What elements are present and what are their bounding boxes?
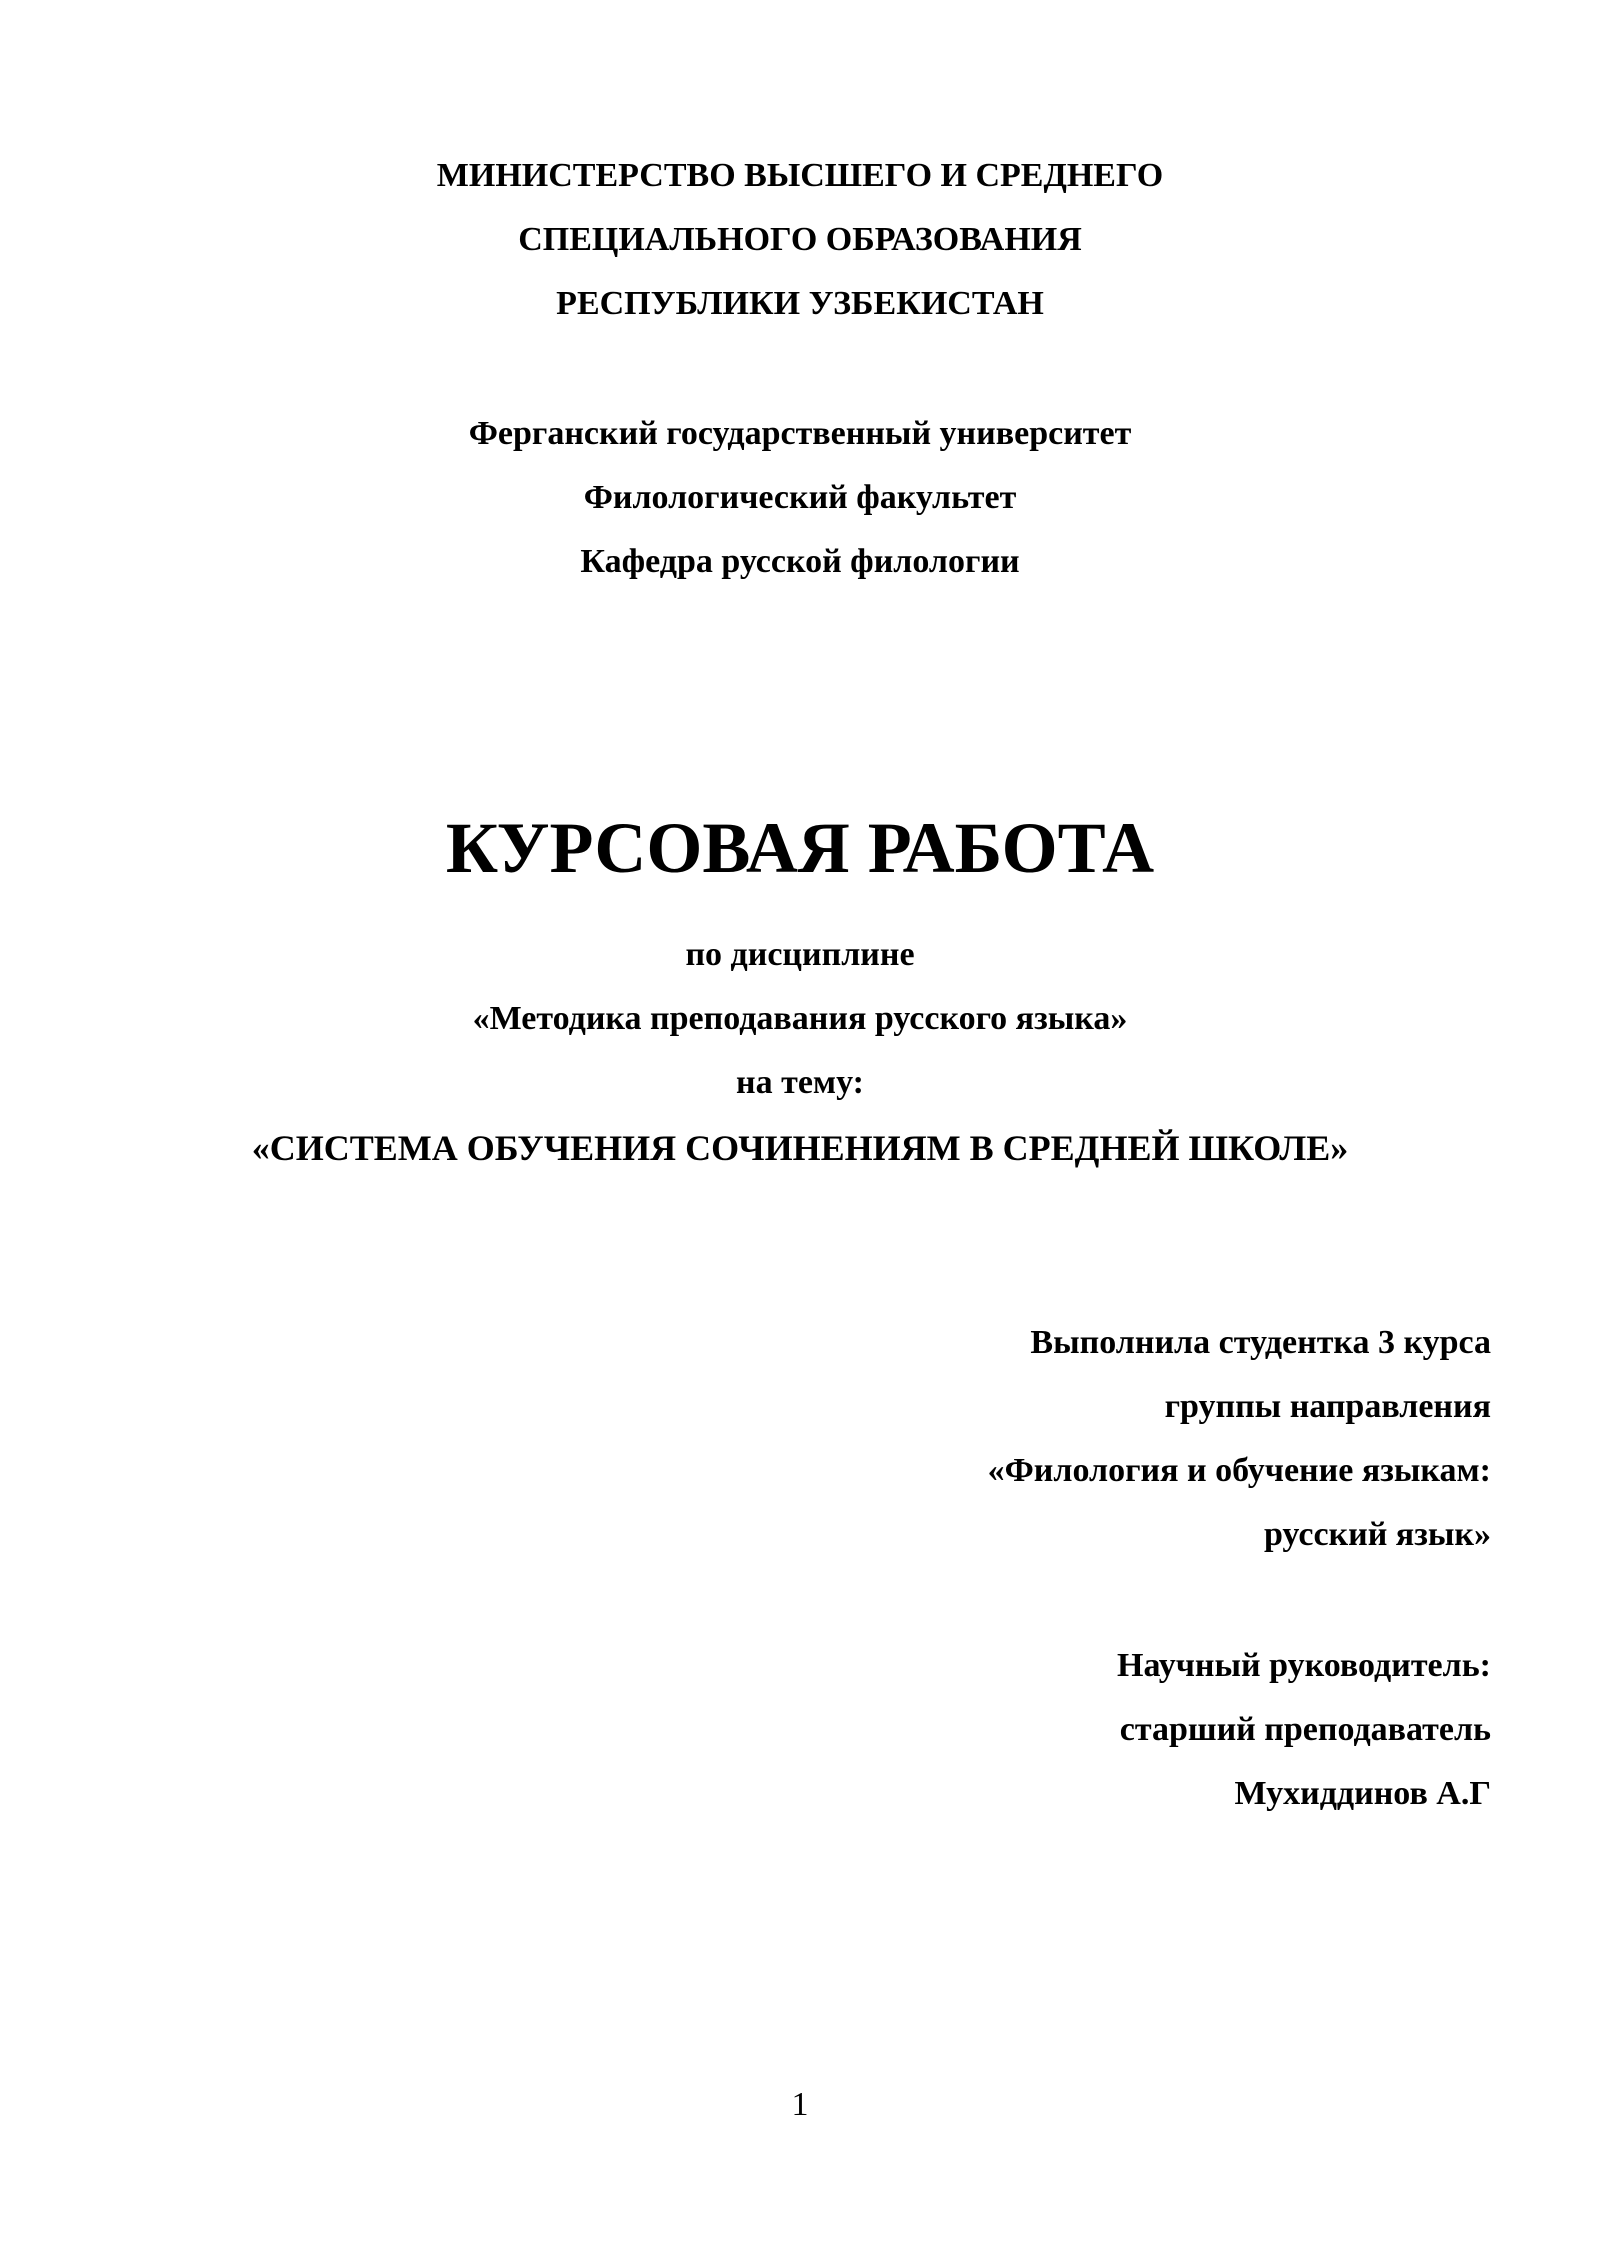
topic-title: «СИСТЕМА ОБУЧЕНИЯ СОЧИНЕНИЯМ В СРЕДНЕЙ ШКОЛЕ» — [251, 1128, 1349, 1168]
department-name: Кафедра русской филологии — [580, 543, 1020, 580]
ministry-line-2: СПЕЦИАЛЬНОГО ОБРАЗОВАНИЯ — [518, 221, 1082, 258]
ministry-line-3: РЕСПУБЛИКИ УЗБЕКИСТАН — [556, 285, 1044, 322]
faculty-name: Филологический факультет — [583, 479, 1017, 516]
document-title: КУРСОВАЯ РАБОТА — [445, 808, 1155, 888]
topic-label: на тему: — [736, 1064, 864, 1101]
supervisor-name: Мухиддинов А.Г — [1234, 1775, 1491, 1812]
author-line-4: русский язык» — [1263, 1516, 1491, 1553]
supervisor-label: Научный руководитель: — [1117, 1647, 1491, 1684]
ministry-line-1: МИНИСТЕРСТВО ВЫСШЕГО И СРЕДНЕГО — [436, 157, 1164, 194]
supervisor-position: старший преподаватель — [1119, 1711, 1491, 1748]
author-line-1: Выполнила студентка 3 курса — [1030, 1324, 1491, 1361]
university-name: Ферганский государственный университет — [468, 415, 1132, 452]
discipline-name: «Методика преподавания русского языка» — [472, 1000, 1128, 1037]
author-line-3: «Филология и обучение языкам: — [987, 1452, 1491, 1489]
page-number: 1 — [791, 2086, 809, 2123]
author-line-2: группы направления — [1164, 1388, 1491, 1425]
discipline-label: по дисциплине — [685, 936, 915, 973]
